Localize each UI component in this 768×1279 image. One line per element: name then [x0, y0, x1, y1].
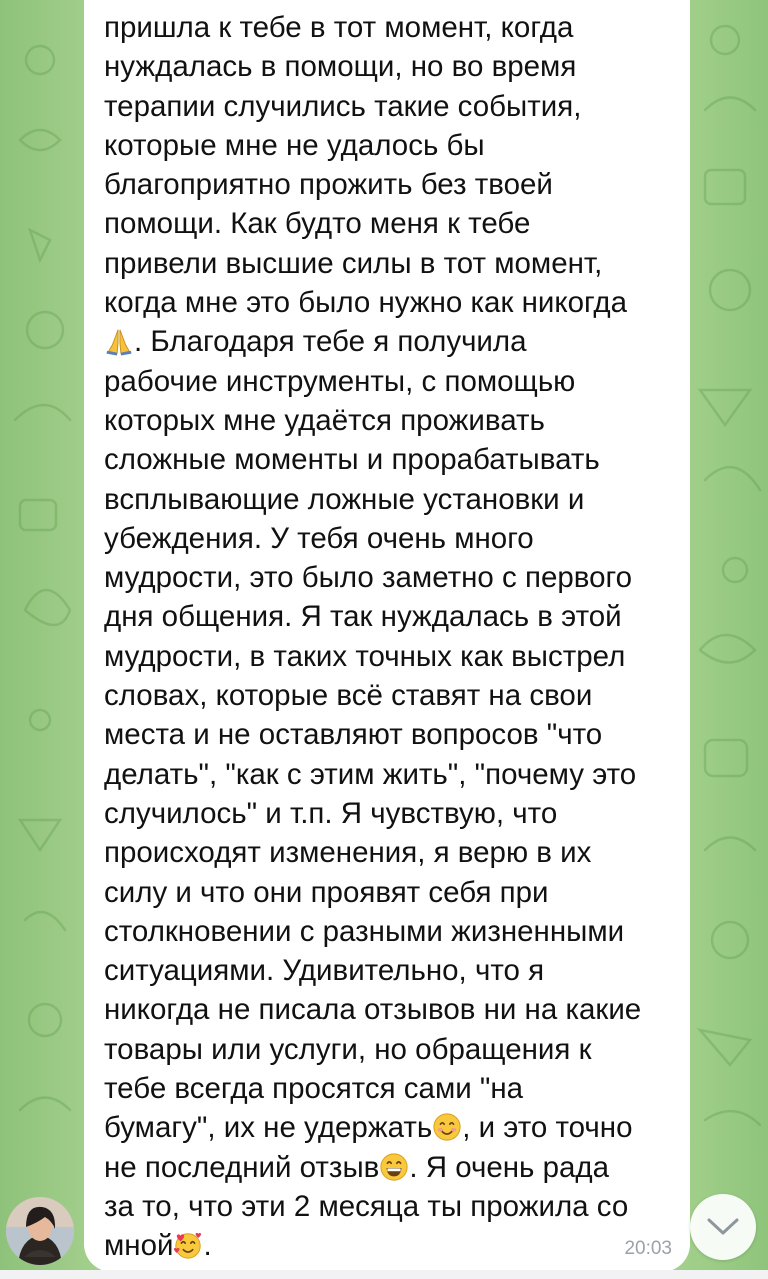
- message-line: помощи. Как будто меня к тебе: [104, 207, 531, 241]
- message-line: происходят изменения, я верю в их: [104, 836, 592, 870]
- message-line-text: бумагу", их не удержать: [104, 1111, 433, 1145]
- message-line-with-emoji: [104, 1148, 666, 1187]
- grinning-face-emoji: [379, 1152, 409, 1182]
- message-line: благоприятно прожить без твоей: [104, 168, 553, 202]
- message-line: дня общения. Я так нуждалась в этой: [104, 600, 622, 634]
- message-line-text: , и это точно: [462, 1111, 633, 1145]
- avatar-photo: [6, 1197, 74, 1265]
- message-line: привели высшие силы в тот момент,: [104, 246, 603, 280]
- smiling-face-emoji: [432, 1112, 462, 1142]
- message-line-with-emoji: [104, 1108, 666, 1147]
- message-line-with-emoji: [104, 1226, 666, 1265]
- message-line-text: . Я очень рада: [409, 1150, 610, 1184]
- message-line: товары или услуги, но обращения к: [104, 1032, 592, 1066]
- message-line: столкновении с разными жизненными: [104, 914, 625, 948]
- message-line: пришла к тебе в тот момент, когда: [104, 11, 574, 44]
- message-line-with-emoji: [104, 322, 666, 361]
- bottom-bar: [0, 1270, 768, 1279]
- message-line: терапии случились такие события,: [104, 89, 582, 123]
- message-line: которые мне не удалось бы: [104, 128, 485, 162]
- smiling-face-with-hearts-emoji: [173, 1230, 203, 1260]
- message-line-text: .: [203, 1229, 212, 1263]
- message-line: ситуациями. Удивительно, что я: [104, 954, 545, 988]
- message-line: всплывающие ложные установки и: [104, 482, 585, 516]
- scroll-down-button[interactable]: [690, 1194, 756, 1260]
- message-line: силу и что они проявят себя при: [104, 875, 549, 909]
- message-line: за то, что эти 2 месяца ты прожила со: [104, 1189, 629, 1223]
- message-bubble[interactable]: [84, 0, 690, 1272]
- message-line: сложные моменты и прорабатывать: [104, 443, 600, 477]
- message-line: никогда не писала отзывов ни на какие: [104, 993, 642, 1027]
- message-text: [104, 8, 666, 1266]
- message-line: делать", "как с этим жить", "почему это: [104, 757, 637, 791]
- message-line-text: мной: [104, 1229, 174, 1263]
- message-line: словах, которые всё ставят на свои: [104, 679, 593, 713]
- folded-hands-emoji: [104, 326, 134, 356]
- message-line: рабочие инструменты, с помощью: [104, 364, 576, 398]
- message-line: когда мне это было нужно как никогда: [104, 286, 628, 320]
- message-line: мудрости, в таких точных как выстрел: [104, 639, 626, 673]
- message-line: убеждения. У тебя очень много: [104, 521, 534, 555]
- message-timestamp: 20:03: [624, 1238, 672, 1259]
- message-line-text: не последний отзыв: [104, 1150, 380, 1184]
- message-line: тебе всегда просятся сами "на: [104, 1072, 524, 1106]
- message-line-text: . Благодаря тебе я получила: [134, 325, 527, 359]
- avatar[interactable]: [6, 1197, 74, 1265]
- message-line: случилось" и т.п. Я чувствую, что: [104, 796, 558, 830]
- message-line: которых мне удаётся проживать: [104, 403, 545, 437]
- chevron-down-icon: [706, 1217, 740, 1237]
- message-line: места и не оставляют вопросов "что: [104, 718, 603, 752]
- message-line: нуждалась в помощи, но во время: [104, 50, 577, 84]
- message-line: мудрости, это было заметно с первого: [104, 561, 633, 595]
